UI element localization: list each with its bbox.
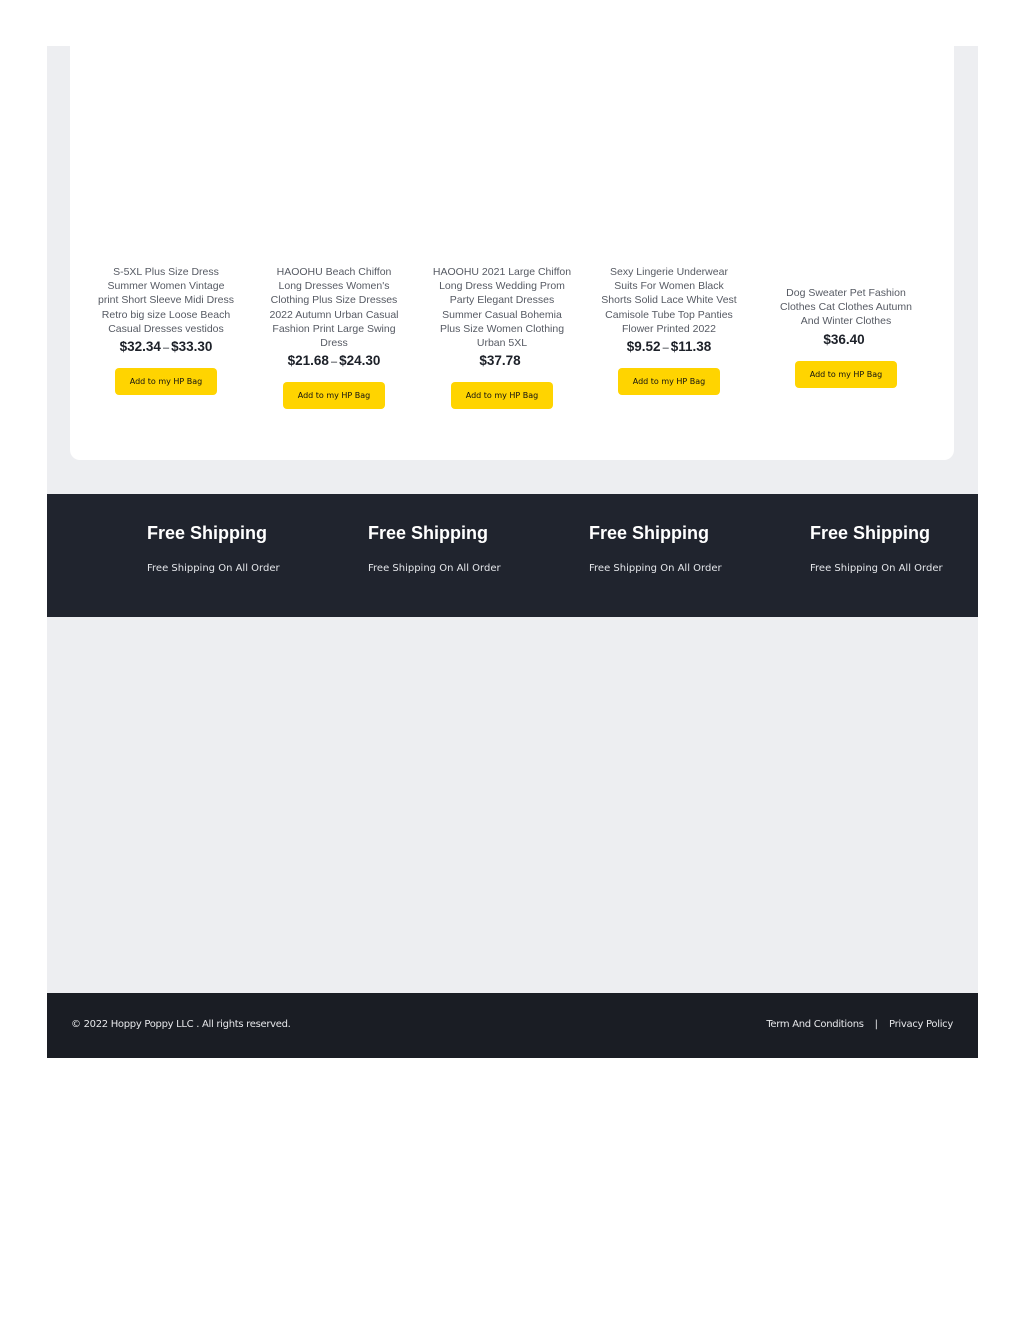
product-price: $32.34 – $33.30 — [119, 339, 213, 355]
product-card[interactable] — [96, 265, 236, 395]
features-bar — [47, 494, 978, 617]
feature-subtitle: Free Shipping On All Order — [368, 563, 501, 574]
product-grid — [70, 46, 954, 460]
add-to-bag-button[interactable]: Add to my HP Bag — [795, 361, 897, 388]
add-to-bag-button[interactable]: Add to my HP Bag — [115, 368, 217, 395]
product-price: $9.52 – $11.38 — [626, 339, 712, 355]
add-to-bag-button[interactable]: Add to my HP Bag — [451, 382, 553, 409]
product-card[interactable] — [432, 265, 572, 409]
feature-title: Free Shipping — [368, 523, 489, 543]
copyright-text: © 2022 Hoppy Poppy LLC . All rights reserved. — [71, 1019, 291, 1030]
product-name[interactable]: HAOOHU Beach Chiffon Long Dresses Women's Clothing Plus Size Dresses 2022 Autumn Urban Casual Fashion Print Large Swing Dress — [269, 266, 399, 350]
add-to-bag-button[interactable]: Add to my HP Bag — [283, 382, 385, 409]
product-card[interactable] — [599, 265, 739, 395]
product-card[interactable] — [264, 265, 404, 409]
product-price: $21.68 – $24.30 — [287, 353, 381, 369]
feature-title: Free Shipping — [810, 523, 931, 543]
privacy-link[interactable]: Privacy Policy — [889, 1019, 953, 1030]
page-wrapper — [47, 46, 978, 1058]
product-name[interactable]: Dog Sweater Pet Fashion Clothes Cat Clothes Autumn And Winter Clothes — [780, 287, 912, 328]
product-price: $36.40 — [823, 331, 865, 347]
terms-link[interactable]: Term And Conditions — [766, 1019, 864, 1030]
product-name[interactable]: HAOOHU 2021 Large Chiffon Long Dress Wedding Prom Party Elegant Dresses Summer Casual Bohemia Plus Size Women Clothing Urban 5XL — [432, 266, 572, 350]
feature-subtitle: Free Shipping On All Order — [589, 563, 722, 574]
feature-subtitle: Free Shipping On All Order — [147, 563, 280, 574]
add-to-bag-button[interactable]: Add to my HP Bag — [618, 368, 720, 395]
site-footer — [47, 993, 978, 1058]
product-name[interactable]: Sexy Lingerie Underwear Suits For Women Black Shorts Solid Lace White Vest Camisole Tube Top Panties Flower Printed 2022 — [601, 266, 737, 335]
feature-title: Free Shipping — [147, 523, 268, 543]
feature-subtitle: Free Shipping On All Order — [810, 563, 943, 574]
product-card[interactable] — [776, 286, 916, 388]
product-name[interactable]: S-5XL Plus Size Dress Summer Women Vintage print Short Sleeve Midi Dress Retro big size Loose Beach Casual Dresses vestidos — [98, 266, 234, 335]
link-separator: | — [874, 1019, 879, 1030]
footer-links — [766, 1019, 953, 1030]
product-price: $37.78 — [479, 353, 521, 369]
feature-title: Free Shipping — [589, 523, 710, 543]
